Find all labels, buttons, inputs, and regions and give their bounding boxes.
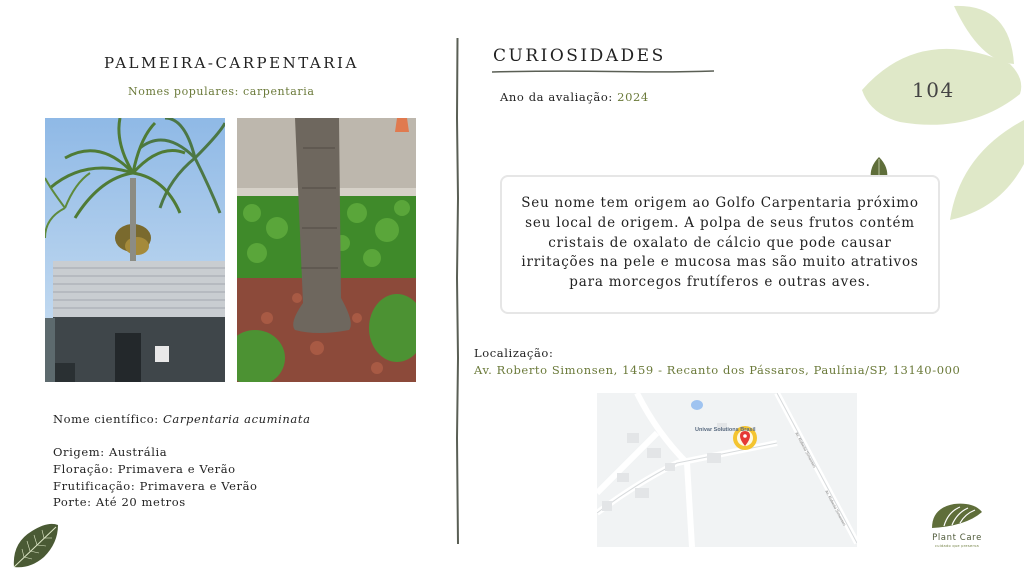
palm-trunk-photo: [237, 118, 416, 382]
map-street-label-top: Av. Roberto Simonsen: [794, 431, 818, 469]
popular-names-label: Nomes populares:: [128, 85, 239, 98]
brand-name: Plant Care: [932, 533, 982, 543]
leaf-icon: [10, 523, 60, 569]
fruiting-row: [53, 479, 258, 493]
flowering-row: [53, 462, 236, 476]
size-label: Porte:: [53, 495, 92, 509]
size-row: [53, 495, 186, 509]
heading-underline: [492, 69, 714, 74]
plant-title: PALMEIRA-CARPENTARIA: [104, 54, 359, 72]
scientific-name-label: Nome científico:: [53, 412, 159, 426]
origin-value: Austrália: [109, 445, 168, 459]
evaluation-year: [500, 90, 649, 104]
fruiting-value: Primavera e Verão: [139, 479, 258, 493]
evaluation-year-label: Ano da avaliação:: [500, 90, 613, 104]
map-place-label: Univar Solutions Brasil: [695, 427, 756, 433]
origin-row: [53, 445, 167, 459]
palm-tree-photo: [45, 118, 225, 382]
fruiting-label: Frutificação:: [53, 479, 136, 493]
size-value: Até 20 metros: [95, 495, 186, 509]
leaf-icon: [930, 502, 982, 530]
location-address: Av. Roberto Simonsen, 1459 - Recanto dos Pássaros, Paulínia/SP, 13140-000: [474, 363, 961, 377]
column-divider: [455, 38, 460, 544]
flowering-value: Primavera e Verão: [117, 462, 236, 476]
map-street-label-bottom: Av. Roberto Simonsen: [824, 489, 848, 527]
plant-care-logo: [922, 502, 992, 552]
location-map[interactable]: [597, 393, 857, 547]
curiosidades-heading: CURIOSIDADES: [493, 46, 666, 66]
brand-tagline: cuidado que preserva: [934, 544, 980, 548]
origin-label: Origem:: [53, 445, 105, 459]
popular-names: [128, 85, 315, 98]
page-number: 104: [912, 78, 955, 102]
location-label: Localização:: [474, 346, 554, 360]
flowering-label: Floração:: [53, 462, 114, 476]
scientific-name-value: Carpentaria acuminata: [163, 412, 311, 426]
evaluation-year-value: 2024: [617, 90, 649, 104]
scientific-name: [53, 412, 311, 426]
curiosity-text: Seu nome tem origem ao Golfo Carpentaria próximo seu local de origem. A polpa de seus frutos contém cristais de oxalato de cálcio que pode causar irritações na pele e mucosa mas são muito atrativos para morcegos frutíferos e outras aves.: [521, 195, 919, 291]
popular-names-value: carpentaria: [243, 85, 315, 98]
